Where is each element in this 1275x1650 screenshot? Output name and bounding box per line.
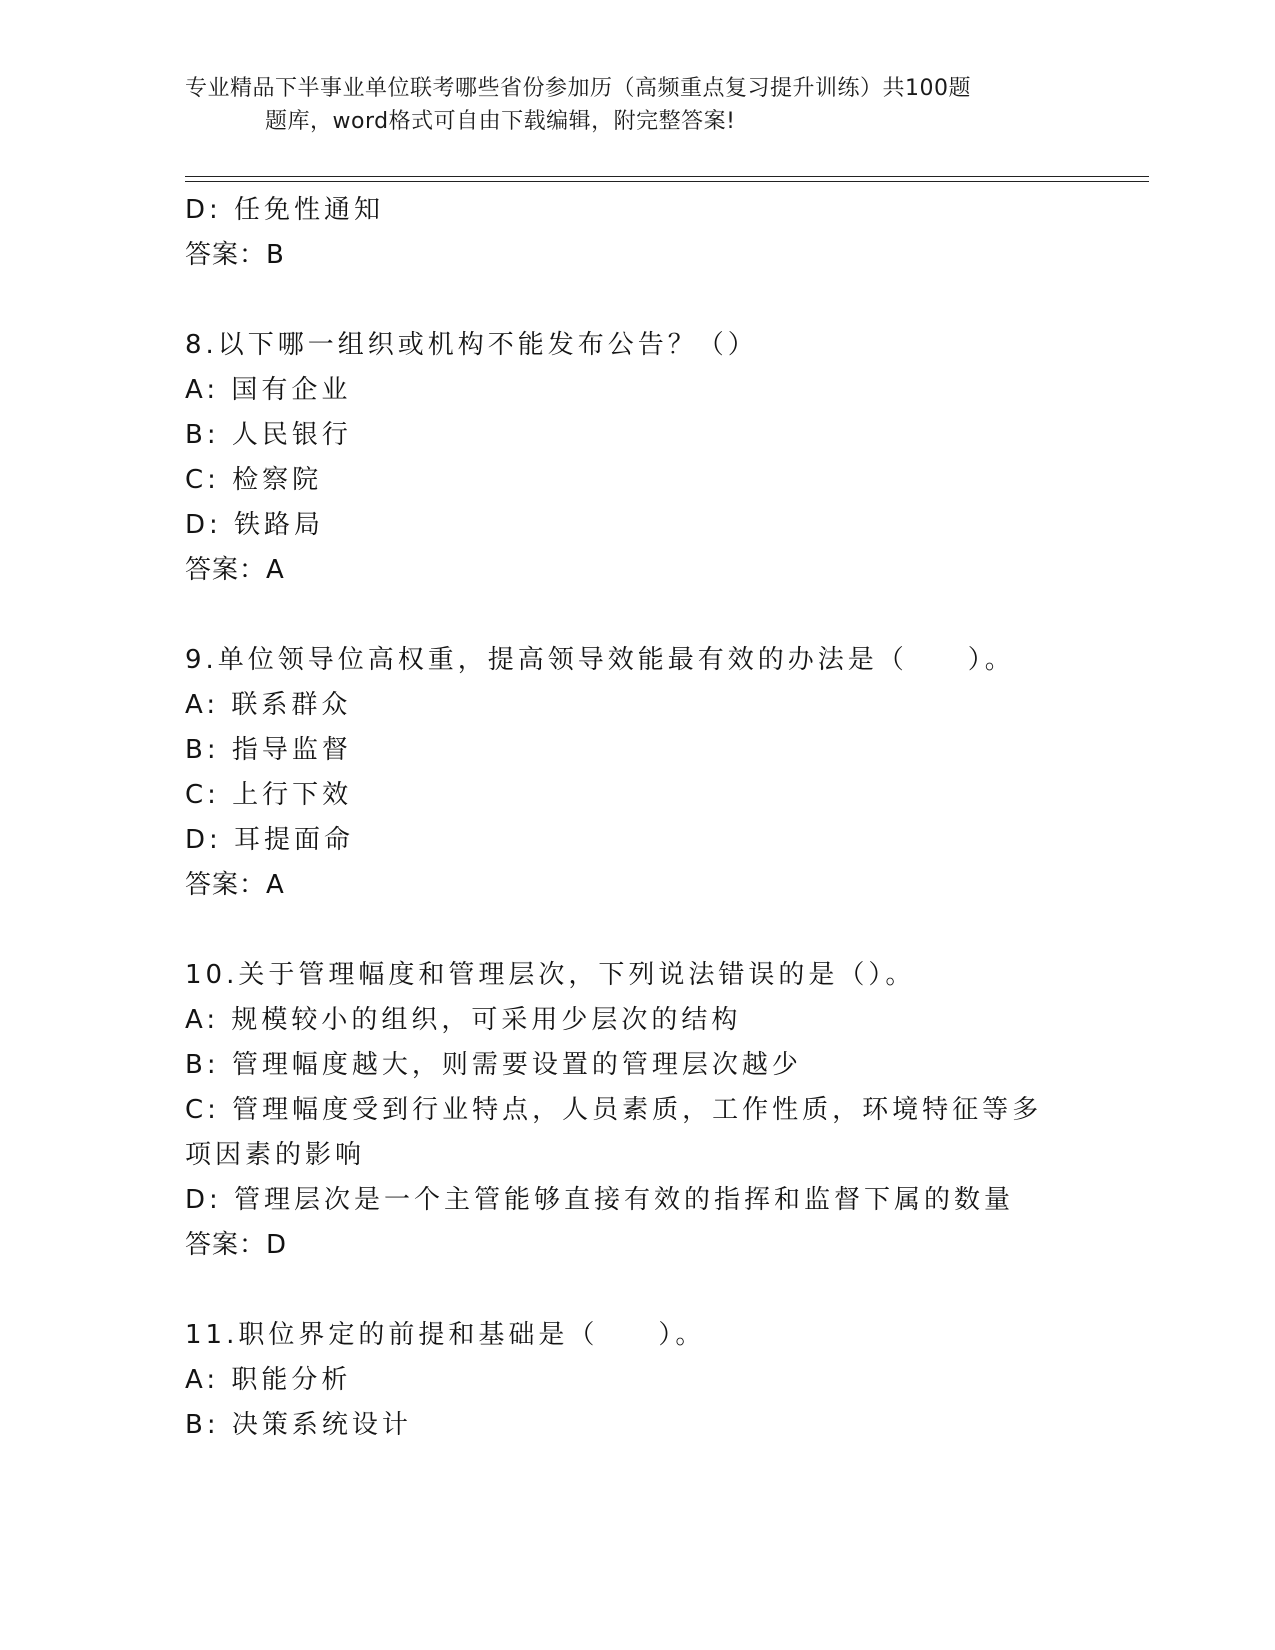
header-title-line-2: 题库，word格式可自由下载编辑，附完整答案! <box>265 109 736 134</box>
option-a: A: 联系群众 <box>185 690 352 720</box>
question-list <box>185 188 1065 1448</box>
question-7-tail <box>185 188 1065 278</box>
option-d: D: 耳提面命 <box>185 825 355 855</box>
spacer <box>185 908 1065 953</box>
question-stem: 11.职位界定的前提和基础是（ ）。 <box>185 1320 706 1350</box>
spacer <box>185 278 1065 323</box>
option-d: D: 任免性通知 <box>185 195 385 225</box>
spacer <box>185 1268 1065 1313</box>
option-a: A: 国有企业 <box>185 375 352 405</box>
question-11 <box>185 1313 1065 1448</box>
option-b: B: 决策系统设计 <box>185 1410 412 1440</box>
question-10 <box>185 953 1065 1268</box>
answer: 答案：A <box>185 555 285 585</box>
question-stem: 10.关于管理幅度和管理层次，下列说法错误的是（）。 <box>185 960 916 990</box>
option-a: A: 职能分析 <box>185 1365 352 1395</box>
option-a: A: 规模较小的组织，可采用少层次的结构 <box>185 1005 742 1035</box>
header-divider-top <box>185 176 1149 177</box>
option-d: D: 铁路局 <box>185 510 325 540</box>
option-c: C: 管理幅度受到行业特点，人员素质，工作性质，环境特征等多项因素的影响 <box>185 1095 1043 1170</box>
question-stem: 8.以下哪一组织或机构不能发布公告？（） <box>185 330 758 360</box>
option-b: B: 人民银行 <box>185 420 352 450</box>
question-stem: 9.单位领导位高权重，提高领导效能最有效的办法是（ ）。 <box>185 645 1015 675</box>
option-b: B: 指导监督 <box>185 735 352 765</box>
document-header <box>185 72 1065 138</box>
option-c: C: 上行下效 <box>185 780 353 810</box>
header-divider-bottom <box>185 181 1149 182</box>
answer: 答案：D <box>185 1230 288 1260</box>
header-title-line-1: 专业精品下半事业单位联考哪些省份参加历（高频重点复习提升训练）共100题 <box>185 76 971 101</box>
spacer <box>185 593 1065 638</box>
option-d: D: 管理层次是一个主管能够直接有效的指挥和监督下属的数量 <box>185 1185 1015 1215</box>
answer: 答案：A <box>185 870 285 900</box>
option-b: B: 管理幅度越大，则需要设置的管理层次越少 <box>185 1050 802 1080</box>
answer: 答案：B <box>185 240 285 270</box>
option-c: C: 检察院 <box>185 465 323 495</box>
question-9 <box>185 638 1065 908</box>
question-8 <box>185 323 1065 593</box>
